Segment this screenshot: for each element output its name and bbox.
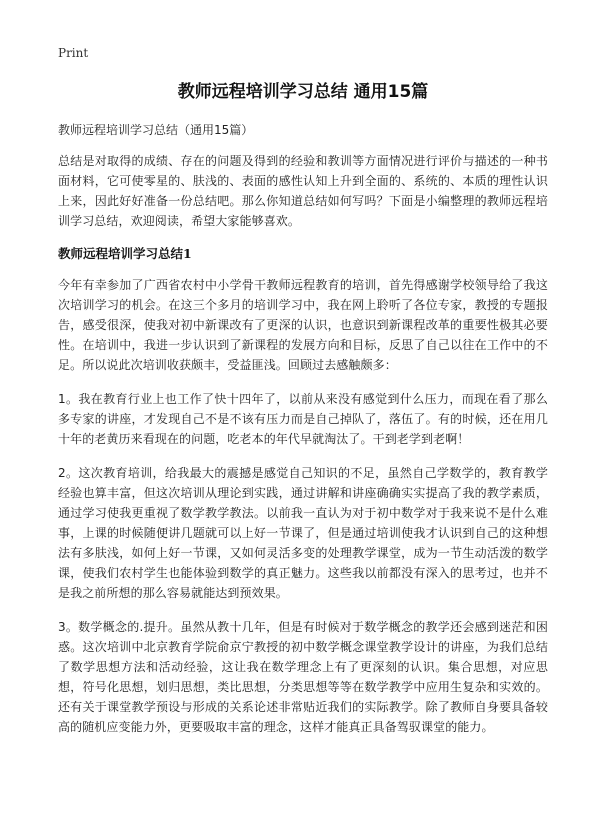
body-paragraph: 1。我在教育行业上也工作了快十四年了，以前从来没有感觉到什么压力，而现在看了那么多专家的讲座，才发现自己不是不该有压力而是自己掉队了，落伍了。有的时候，还在用几十年的老黄历来看现在的问题，吃老本的年代早就淘汰了。干到老学到老啊！ bbox=[58, 392, 548, 446]
body-paragraph: 3。数学概念的.提升。虽然从教十几年，但是有时候对于数学概念的教学还会感到迷茫和困惑。这次培训中北京教育学院俞京宁教授的初中数学概念课堂教学设计的讲座，为我们总结了数学思想方法和活动经验，这让我在数学理念上有了更深刻的认识。集合思想，对应思想，符号化思想，划归思想，类比思想，分类思想等等在数学教学中应用生复杂和实效的。还有关于课堂教学预设与形成的关系论述非常贴近我们的实际教学。除了教师自身要具备较高的随机应变能力外，更要吸取丰富的理念，这样才能真正具备驾驭课堂的能力。 bbox=[58, 620, 548, 734]
print-link[interactable]: Print bbox=[58, 46, 89, 60]
intro-paragraph: 总结是对取得的成绩、存在的问题及得到的经验和教训等方面情况进行评价与描述的一种书面材料，它可使零星的、肤浅的、表面的感性认知上升到全面的、系统的、本质的理性认识上来，因此好好准备一份总结吧。那么你知道总结如何写吗？下面是小编整理的教师远程培训学习总结，欢迎阅读，希望大家能够喜欢。 bbox=[58, 154, 548, 228]
document-subtitle: 教师远程培训学习总结（通用15篇） bbox=[58, 123, 254, 137]
page-title: 教师远程培训学习总结 通用15篇 bbox=[177, 82, 429, 102]
section-heading: 教师远程培训学习总结1 bbox=[58, 246, 192, 261]
body-paragraph: 2。这次教育培训，给我最大的震撼是感觉自己知识的不足，虽然自己学数学的，教育教学经验也算丰富，但这次培训从理论到实践，通过讲解和讲座确确实实提高了我的教学素质，通过学习使我更重视了数学教学教法。以前我一直认为对于初中数学对于我来说不是什么难事，上课的时候随便讲几题就可以上好一节课了，但是通过培训使我才认识到自己的这种想法有多肤浅，如何上好一节课，又如何灵活多变的处理教学课堂，成为一节生动活泼的数学课，使我们农村学生也能体验到数学的真正魅力。这些我以前都没有深入的思考过，也并不是我之前所想的那么容易就能达到预效果。 bbox=[58, 466, 548, 600]
document-body bbox=[58, 80, 548, 751]
body-paragraph: 今年有幸参加了广西省农村中小学骨干教师远程教育的培训，首先得感谢学校领导给了我这次培训学习的机会。在这三个多月的培训学习中，我在网上聆听了各位专家，教授的专题报告，感受很深，使我对初中新课改有了更深的认识，也意识到新课程改革的重要性极其必要性。在培训中，我进一步认识到了新课程的发展方向和目标，反思了自己以往在工作中的不足。所以说此次培训收获颇丰，受益匪浅。回顾过去感触颇多： bbox=[58, 278, 548, 372]
